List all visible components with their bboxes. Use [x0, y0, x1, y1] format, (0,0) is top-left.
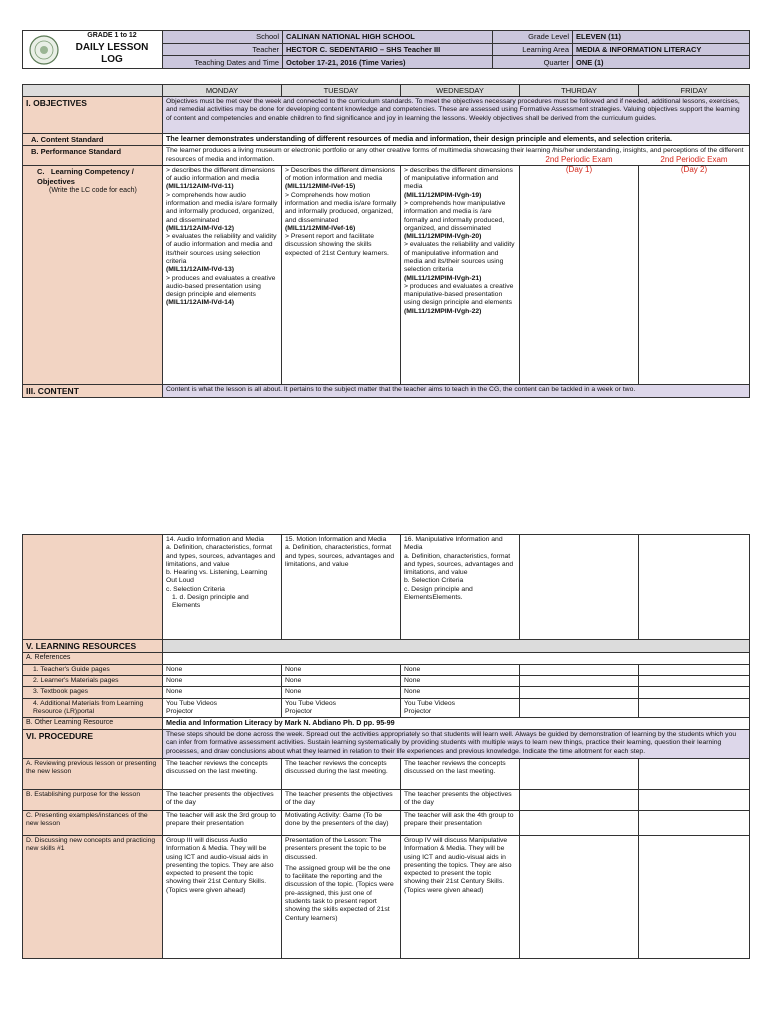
learning-resources-label: V. LEARNING RESOURCES	[23, 640, 163, 653]
proc-a-label: A. Reviewing previous lesson or presenting the new lesson	[23, 759, 163, 790]
teacher-value: HECTOR C. SEDENTARIO – SHS Teacher III	[283, 43, 493, 56]
content-standard-text: The learner demonstrates understanding of different resources of media and information, their design principle and elements, and selection criteria.	[163, 134, 750, 146]
dates-label: Teaching Dates and Time	[163, 56, 283, 69]
content-wednesday: 16. Manipulative Information and Media a. Definition, characteristics, format and types, sources, advantages and limitations, and value b. Selection Criteria c. Design principle and ElementsElements.	[401, 535, 520, 640]
proc-d-label: D. Discussing new concepts and practicing new skills #1	[23, 836, 163, 959]
references-label: A. References	[23, 653, 163, 665]
lower-table	[22, 534, 749, 959]
proc-b-wed: The teacher presents the objectives of the day	[401, 790, 520, 811]
quarter-value: ONE (1)	[573, 56, 750, 69]
grade-label: Grade Level	[493, 31, 573, 44]
content-monday: 14. Audio Information and Media a. Definition, characteristics, format and types, sources, advantages and limitations, and value b. Hearing vs. Listening, Learning Out Loud c. Selection Criteria 1. d. Design principle and Elements	[163, 535, 282, 640]
teachers-guide-label: 1. Teacher's Guide pages	[23, 664, 163, 675]
textbook-label: 3. Textbook pages	[23, 687, 163, 698]
lc-friday-exam: 2nd Periodic Exam (Day 2)	[639, 165, 750, 384]
procedure-label: VI. PROCEDURE	[23, 730, 163, 759]
proc-c-mon: The teacher will ask the 3rd group to prepare their presentation	[163, 811, 282, 836]
content-standard-label: A. Content Standard	[23, 134, 163, 146]
performance-standard-text: The learner produces a living museum or electronic portfolio or any other creative forms of multimedia showcasing their learning /his/her understanding, insights, and perceptions of the different resources of media and information.	[163, 146, 750, 166]
day-header-fri: FRIDAY	[639, 85, 750, 97]
lc-tuesday: > Describes the different dimensions of motion information and media (MIL11/12MIM-IVef-15) > Comprehends how motion information and media is/are formally and informally produced, organized, and disseminated (MIL11/12MIM-IVef-16) > Present report and facilitate discussion showing the skills expected of 21st Century learners.	[282, 165, 401, 384]
proc-d-wed: Group IV will discuss Manipulative Information & Media. They will be using ICT and audio-visual aids in presenting the topics. They are also expected to present the topic showing their 21st Century Skills. (Topics were given ahead)	[401, 836, 520, 959]
objectives-label: I. OBJECTIVES	[23, 97, 163, 134]
add-mon: You Tube Videos Projector	[163, 698, 282, 718]
day-header-thu: THURDAY	[520, 85, 639, 97]
performance-standard-label: B. Performance Standard	[23, 146, 163, 166]
grade-range: GRADE 1 to 12	[87, 32, 137, 39]
proc-a-tue: The teacher reviews the concepts discussed during the last meeting.	[282, 759, 401, 790]
area-value: MEDIA & INFORMATION LITERACY	[573, 43, 750, 56]
school-value: CALINAN NATIONAL HIGH SCHOOL	[283, 31, 493, 44]
area-label: Learning Area	[493, 43, 573, 56]
header	[22, 30, 749, 69]
lm-mon: None	[163, 676, 282, 687]
tb-wed: None	[401, 687, 520, 698]
day-header-tue: TUESDAY	[282, 85, 401, 97]
proc-a-wed: The teacher reviews the concepts discussed on the last meeting.	[401, 759, 520, 790]
tg-mon: None	[163, 664, 282, 675]
doc-title-line2: LOG	[101, 54, 123, 65]
lc-wednesday: > describes the different dimensions of manipulative information and media (MIL11/12MPIM-IVgh-19) > comprehends how manipulative information and media is /are formally and informally produced, organized, and disseminated (MIL11/12MPIM-IVgh-20) > evaluates the reliability and validity of manipulative information and media and its/their sources using selection criteria (MIL11/12MPIM-IVgh-21) > produces and evaluates a creative manipulative-based presentation using design principle and elements (MIL11/12MPIM-IVgh-22)	[401, 165, 520, 384]
school-label: School	[163, 31, 283, 44]
proc-b-label: B. Establishing purpose for the lesson	[23, 790, 163, 811]
procedure-description: These steps should be done across the week. Spread out the activities appropriately so that students will learn well. Always be guided by demonstration of learning by the students which you can infer from formative assessment activities. Sustain learning systematically by providing students with multiple ways to learn new things, practice their learning, question their learning processes, and draw conclusions about what they learned in relation to their life experiences and previous knowledge. Indicate the time allotment for each step.	[163, 730, 750, 759]
lm-wed: None	[401, 676, 520, 687]
teacher-label: Teacher	[163, 43, 283, 56]
content-continued-label	[23, 535, 163, 640]
objectives-description: Objectives must be met over the week and connected to the curriculum standards. To meet the objectives necessary procedures must be followed and if needed, additional lessons, exercises, and remedial activities may be done for developing content knowledge and competencies. These are assessed using Formative Assessment strategies. Valuing objectives support the learning of content and competencies and enable children to find significance and joy in learning the lessons. Weekly objectives shall be derived from the curriculum guides.	[163, 97, 750, 134]
tg-wed: None	[401, 664, 520, 675]
proc-d-mon: Group III will discuss Audio Information & Media. They will be using ICT and audio-visual aids in presenting the topics. They are also expected to present the topic showing their 21st Century Skills. (Topics were given ahead)	[163, 836, 282, 959]
learners-materials-label: 2. Learner's Materials pages	[23, 676, 163, 687]
doc-title-line1: DAILY LESSON	[75, 42, 149, 53]
proc-a-mon: The teacher reviews the concepts discussed on the last meeting.	[163, 759, 282, 790]
proc-b-tue: The teacher presents the objectives of the day	[282, 790, 401, 811]
proc-c-wed: The teacher will ask the 4th group to prepare their presentation	[401, 811, 520, 836]
content-tuesday: 15. Motion Information and Media a. Definition, characteristics, format and types, sources, advantages and limitations, and value	[282, 535, 401, 640]
tb-mon: None	[163, 687, 282, 698]
lc-thursday-exam: 2nd Periodic Exam (Day 1)	[520, 165, 639, 384]
dates-value: October 17-21, 2016 (Time Varies)	[283, 56, 493, 69]
header-title-block	[23, 31, 163, 69]
day-header-mon: MONDAY	[163, 85, 282, 97]
proc-c-label: C. Presenting examples/instances of the new lesson	[23, 811, 163, 836]
lc-monday: > describes the different dimensions of audio information and media (MIL11/12AIM-IVd-11) > comprehends how audio information and media is/are formally and informally produced, organized, and disseminated (MIL11/12AIM-IVd-12) > evaluates the reliability and validity of audio information and media and its/their sources using selection criteria (MIL11/12AIM-IVd-13) > produces and evaluates a creative audio-based presentation using design principle and elements (MIL11/12AIM-IVd-14)	[163, 165, 282, 384]
content-label: III. CONTENT	[23, 384, 163, 397]
proc-d-tue: Presentation of the Lesson: The presenters present the topic to be discussed. The assigned group will be the one to facilitate the reporting and the discussion of the topic. (Topics were pre-assigned, this just one of students task to present report showing the skills expected of 21st Century learners)	[282, 836, 401, 959]
day-header-wed: WEDNESDAY	[401, 85, 520, 97]
add-wed: You Tube Videos Projector	[401, 698, 520, 718]
tb-tue: None	[282, 687, 401, 698]
add-tue: You Tube Videos Projector	[282, 698, 401, 718]
other-resources-text: Media and Information Literacy by Mark N. Abdiano Ph. D pp. 95-99	[163, 718, 750, 730]
deped-seal-icon	[28, 34, 60, 66]
proc-b-mon: The teacher presents the objectives of the day	[163, 790, 282, 811]
quarter-label: Quarter	[493, 56, 573, 69]
lm-tue: None	[282, 676, 401, 687]
objectives-table	[22, 84, 749, 398]
proc-c-tue: Motivating Activity: Game (To be done by the presenters of the day)	[282, 811, 401, 836]
additional-materials-label: 4. Additional Materials from Learning Resource (LR)portal	[23, 698, 163, 718]
tg-tue: None	[282, 664, 401, 675]
learning-competency-label: C. Learning Competency / Objectives (Write the LC code for each)	[23, 165, 163, 384]
grade-value: ELEVEN (11)	[573, 31, 750, 44]
content-description: Content is what the lesson is all about. It pertains to the subject matter that the teacher aims to teach in the CG, the content can be tackled in a week or two.	[163, 384, 750, 397]
other-resources-label: B. Other Learning Resource	[23, 718, 163, 730]
